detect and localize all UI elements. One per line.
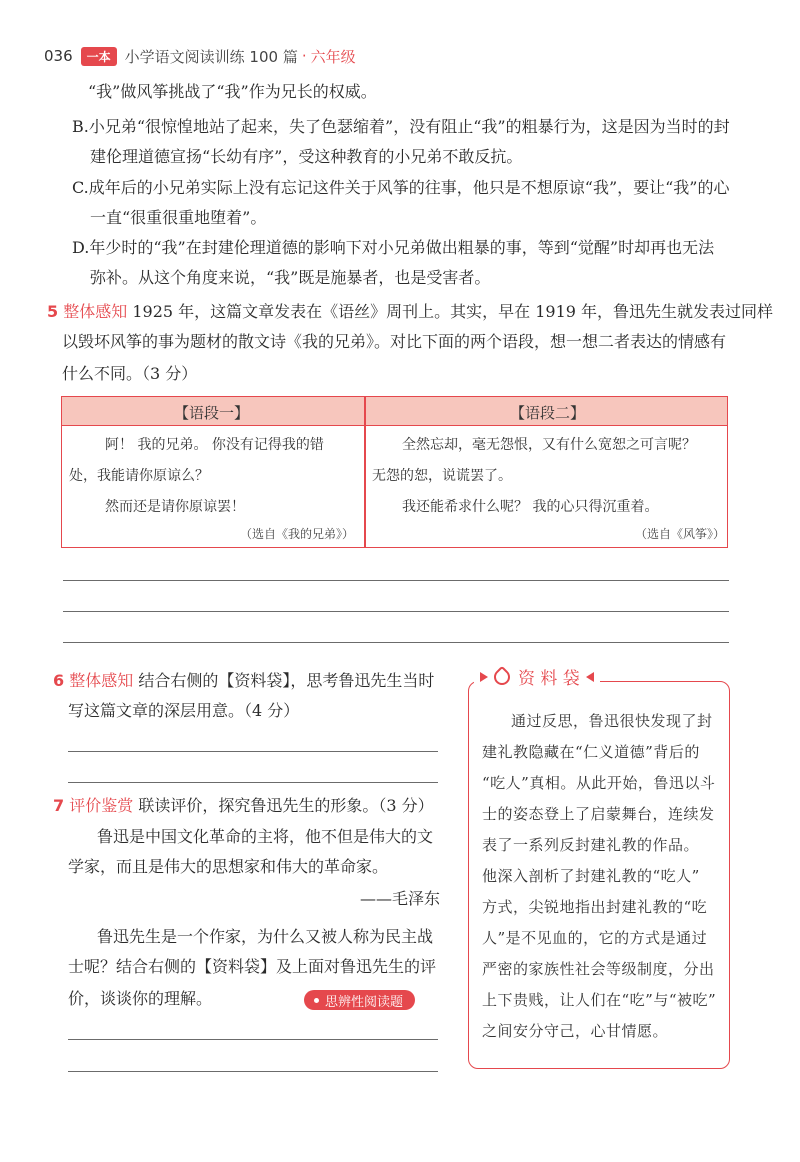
grade-label: 六年级 (310, 47, 356, 66)
option-d-line1: D.年少时的“我”在封建伦理道德的影响下对小兄弟做出粗暴的事，等到“觉醒”时却再也无法 (72, 238, 715, 257)
answer-line[interactable] (68, 1071, 438, 1072)
answer-line[interactable] (68, 751, 438, 752)
info-box-line: “吃人”真相。从此开始，鲁迅以斗 (482, 774, 716, 792)
answer-line[interactable] (63, 642, 729, 643)
question-text: 结合右侧的【资料袋】，思考鲁迅先生当时 (138, 671, 435, 690)
right-column-header: 【语段二】 (510, 404, 586, 422)
option-c-line2: 一直“很重很重地堕着”。 (90, 208, 267, 227)
info-box-line: 通过反思，鲁迅很快发现了封 (511, 712, 713, 730)
question-number: 5 (47, 302, 59, 321)
info-box-line: 之间安分守己，心甘情愿。 (482, 1022, 669, 1040)
question-5-line1 (47, 302, 773, 322)
question-6-line2: 写这篇文章的深层用意。（4 分） (68, 701, 300, 720)
right-text-line: 全然忘却，毫无怨恨，又有什么宽恕之可言呢？ (402, 437, 696, 453)
quote-author: ——毛泽东 (360, 889, 441, 908)
badge-label: 思辨性阅读题 (325, 994, 404, 1010)
comparison-table (61, 396, 728, 548)
answer-line[interactable] (63, 580, 729, 581)
info-box-line: 士的姿态登上了启蒙舞台，连续发 (482, 805, 715, 823)
page-number: 036 (44, 47, 73, 65)
left-text-line: 阿！ 我的兄弟。 你没有记得我的错 (105, 437, 324, 453)
question-6-line1 (53, 671, 434, 691)
info-box-line: 上下贵贱，让人们在“吃”与“被吃” (482, 991, 717, 1009)
option-a-continued: “我”做风筝挑战了“我”作为兄长的权威。 (88, 82, 377, 101)
info-box-line: 严密的家族性社会等级制度，分出 (482, 960, 715, 978)
arrow-left-icon (586, 672, 594, 682)
left-text-line: 然而还是请你原谅罢！ (105, 499, 245, 515)
question-5-line2: 以毁坏风筝的事为题材的散文诗《我的兄弟》。对比下面的两个语段，想一想二者表达的情感有 (62, 332, 727, 351)
question-7-line1 (53, 796, 434, 816)
info-box-line: 表了一系列反封建礼教的作品。 (482, 836, 700, 854)
option-b-line2: 建伦理道德宣扬“长幼有序”，受这种教育的小兄弟不敢反抗。 (90, 147, 523, 166)
question-7-para-line2: 士呢？结合右侧的【资料袋】及上面对鲁迅先生的评 (68, 957, 437, 976)
question-tag: 整体感知 (69, 671, 134, 690)
badge-bullet (314, 998, 319, 1003)
right-text-line: 无怨的恕，说谎罢了。 (372, 468, 512, 484)
title-separator: · (301, 47, 307, 65)
brand-logo: 一本 (81, 47, 117, 66)
arrow-right-icon (480, 672, 488, 682)
quote-line2: 学家，而且是伟大的思想家和伟大的革命家。 (68, 857, 389, 876)
question-text: 1925 年，这篇文章发表在《语丝》周刊上。其实，早在 1919 年，鲁迅先生就发表过同样 (132, 302, 774, 321)
info-box-line: 他深入剖析了封建礼教的“吃人” (482, 867, 700, 885)
tag-icon (491, 665, 514, 688)
question-number: 7 (53, 796, 65, 815)
question-7-para-line1: 鲁迅先生是一个作家，为什么又被人称为民主战 (97, 927, 434, 946)
page-header (44, 44, 356, 68)
option-d-line2: 弥补。从这个角度来说，“我”既是施暴者，也是受害者。 (90, 268, 491, 287)
answer-line[interactable] (68, 1039, 438, 1040)
info-box-title-text: 资 料 袋 (518, 669, 580, 689)
left-column-header: 【语段一】 (174, 404, 250, 422)
info-box-line: 方式，尖锐地指出封建礼教的“吃 (482, 898, 708, 916)
table-header-row (62, 397, 727, 426)
option-c-line1: C.成年后的小兄弟实际上没有忘记这件关于风筝的往事，他只是不想原谅“我”，要让“我”的心 (72, 178, 730, 197)
quote-line1: 鲁迅是中国文化革命的主将，他不但是伟大的文 (97, 827, 434, 846)
table-divider (364, 397, 366, 547)
question-number: 6 (53, 671, 65, 690)
info-box-title (474, 664, 600, 689)
question-tag: 评价鉴赏 (69, 796, 134, 815)
left-source: （选自《我的兄弟》） (240, 527, 355, 541)
right-source: （选自《风筝》） (635, 527, 726, 541)
critical-reading-badge (304, 990, 415, 1010)
option-b-line1: B.小兄弟“很惊惶地站了起来，失了色瑟缩着”，没有阻止“我”的粗暴行为，这是因为当时的封 (72, 117, 730, 136)
series-title: 小学语文阅读训练 100 篇 (124, 47, 298, 66)
info-box-line: 建礼教隐藏在“仁义道德”背后的 (482, 743, 700, 761)
answer-line[interactable] (63, 611, 729, 612)
answer-line[interactable] (68, 782, 438, 783)
info-box-line: 人”是不见血的，它的方式是通过 (482, 929, 708, 947)
question-tag: 整体感知 (63, 302, 128, 321)
question-5-line3: 什么不同。（3 分） (62, 364, 198, 383)
question-text: 联读评价，探究鲁迅先生的形象。（3 分） (138, 796, 434, 815)
left-text-line: 处，我能请你原谅么？ (69, 468, 209, 484)
question-7-para-line3: 价，谈谈你的理解。 (68, 989, 213, 1008)
right-text-line: 我还能希求什么呢？ 我的心只得沉重着。 (402, 499, 659, 515)
